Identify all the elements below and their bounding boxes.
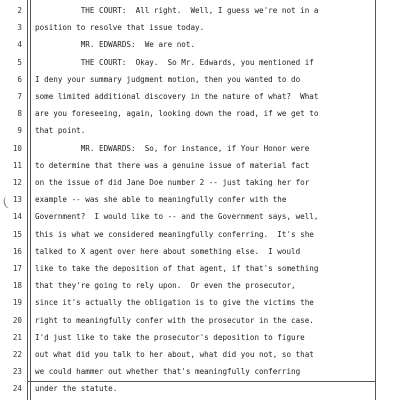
line-number: 16 (12, 246, 22, 256)
margin-handwritten-mark: ( (1, 195, 10, 212)
line-number: 17 (12, 264, 22, 273)
transcript-line (0, 243, 375, 260)
line-number: 21 (12, 332, 22, 342)
transcript-line (0, 363, 375, 380)
transcript-line (0, 54, 375, 71)
line-number: 5 (17, 57, 22, 67)
transcript-line (0, 88, 375, 105)
transcript-line (0, 105, 375, 122)
line-number: 3 (17, 23, 22, 33)
transcript-line (0, 208, 375, 225)
line-number: 18 (12, 281, 22, 291)
line-text: talked to X agent over here about something else. I would (35, 246, 301, 256)
transcript-line (0, 312, 375, 329)
line-text: that point. (35, 126, 86, 136)
line-number: 8 (17, 109, 22, 119)
line-text: since it's actually the obligation is to give the victims the (35, 298, 314, 308)
line-number: 24 (12, 384, 22, 394)
transcript-line (0, 36, 375, 53)
line-number: 7 (17, 92, 22, 101)
line-number: 9 (17, 126, 22, 136)
line-text: under the statute. (35, 384, 118, 394)
transcript-line (0, 260, 375, 277)
transcript-line (0, 380, 375, 397)
line-number: 12 (12, 178, 22, 187)
transcript-line (0, 157, 375, 174)
line-number: 11 (12, 160, 22, 170)
line-text: are you foreseeing, again, looking down the road, if we get to (35, 109, 319, 119)
transcript-line (0, 71, 375, 88)
line-text: I'd just like to take the prosecutor's deposition to figure (35, 332, 305, 342)
line-text: I deny your summary judgment motion, then you wanted to do (35, 74, 301, 84)
line-text: this is what we considered meaningfully conferring. It's she (35, 229, 314, 239)
line-text: that they're going to rely upon. Or even the prosecutor, (35, 281, 296, 291)
line-text: position to resolve that issue today. (35, 23, 205, 33)
line-number: 4 (17, 40, 22, 50)
transcript-line (0, 19, 375, 36)
transcript-line (0, 174, 375, 191)
transcript-line (0, 191, 375, 208)
transcript-line (0, 2, 375, 19)
transcript-line (0, 122, 375, 139)
line-text: example -- was she able to meaningfully confer with the (35, 195, 287, 205)
line-number: 2 (17, 6, 22, 15)
line-number: 19 (12, 298, 22, 308)
line-text: Government? I would like to -- and the Government says, well, (35, 212, 319, 222)
transcript-line (0, 294, 375, 311)
line-text: THE COURT: Okay. So Mr. Edwards, you mentioned if (35, 57, 314, 67)
line-text: like to take the deposition of that agent, if that's something (35, 264, 319, 273)
line-number: 22 (12, 350, 22, 359)
line-text: out what did you talk to her about, what did you not, so that (35, 350, 314, 359)
line-number: 14 (12, 212, 22, 222)
transcript-line (0, 346, 375, 363)
transcript-line (0, 140, 375, 157)
line-text: on the issue of did Jane Doe number 2 -- just taking her for (35, 178, 310, 187)
line-number: 23 (12, 367, 22, 377)
transcript-line (0, 277, 375, 294)
line-text: some limited additional discovery in the nature of what? What (35, 92, 319, 101)
line-number: 6 (17, 74, 22, 84)
line-text: right to meaningfully confer with the prosecutor in the case. (35, 315, 314, 325)
line-number: 13 (12, 195, 22, 205)
transcript-line (0, 226, 375, 243)
line-number: 15 (12, 229, 22, 239)
line-text: MR. EDWARDS: We are not. (35, 40, 196, 50)
line-text: THE COURT: All right. Well, I guess we're not in a (35, 6, 319, 15)
line-text: to determine that there was a genuine issue of material fact (35, 160, 310, 170)
line-text: MR. EDWARDS: So, for instance, if Your Honor were (35, 143, 310, 153)
line-number: 20 (12, 315, 22, 325)
line-number: 10 (12, 143, 22, 153)
line-text: we could hammer out whether that's meaningfully conferring (35, 367, 301, 377)
transcript-line (0, 329, 375, 346)
